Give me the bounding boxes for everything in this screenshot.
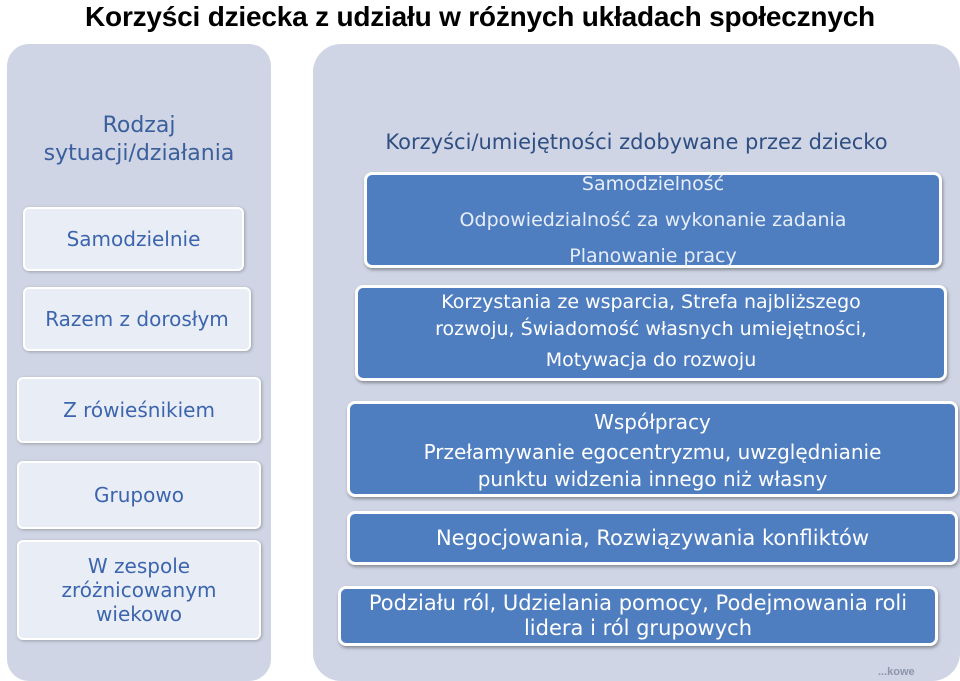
situation-box-razem-z-doroslym — [23, 287, 251, 351]
benefit-line: Odpowiedzialność za wykonanie zadania — [459, 209, 847, 231]
benefit-line: Samodzielność — [581, 173, 725, 195]
right-column-heading: Korzyści/umiejętności zdobywane przez dziecko — [385, 130, 888, 154]
situation-label: Samodzielnie — [66, 227, 201, 251]
situation-label: W zespole — [87, 554, 191, 578]
benefit-box-z-rowiesnikiem — [347, 401, 958, 497]
benefit-line: lidera i ról grupowych — [523, 616, 753, 640]
situation-label: Grupowo — [94, 483, 184, 507]
left-heading-line: Rodzaj — [102, 113, 176, 138]
situation-box-samodzielnie — [23, 207, 244, 271]
benefit-box-w-zespole — [338, 586, 938, 646]
left-column-heading — [7, 112, 271, 168]
benefit-line: Negocjowania, Rozwiązywania konfliktów — [435, 525, 870, 550]
situation-label: zróżnicowanym — [61, 578, 217, 602]
benefit-box-razem-z-doroslym — [355, 285, 947, 381]
benefit-line: Planowanie pracy — [569, 245, 737, 267]
situation-label: Z rówieśnikiem — [63, 398, 215, 422]
situation-label: Razem z dorosłym — [45, 307, 229, 331]
benefit-line: Podziału ról, Udzielania pomocy, Podejmowania roli — [368, 591, 908, 615]
benefit-line: Motywacja do rozwoju — [545, 349, 757, 371]
benefit-box-grupowo — [347, 511, 958, 565]
situation-label: wiekowo — [96, 602, 182, 626]
page-title: Korzyści dziecka z udziału w różnych układach społecznych — [85, 1, 875, 32]
benefit-box-samodzielnie — [364, 172, 942, 268]
benefit-line: Współpracy — [594, 410, 711, 434]
watermark-text: ...kowe — [878, 666, 915, 678]
situation-box-grupowo — [17, 461, 261, 529]
situation-box-z-rowiesnikiem — [17, 377, 261, 443]
benefit-line: punktu widzenia innego niż własny — [477, 467, 828, 491]
benefit-line: Przełamywanie egocentryzmu, uwzględnianie — [423, 440, 882, 464]
benefit-line: Korzystania ze wsparcia, Strefa najbliższego — [441, 291, 861, 313]
benefit-line: rozwoju, Świadomość własnych umiejętności, — [435, 318, 867, 340]
situation-box-w-zespole — [17, 540, 261, 640]
left-heading-line: sytuacji/działania — [43, 141, 235, 166]
